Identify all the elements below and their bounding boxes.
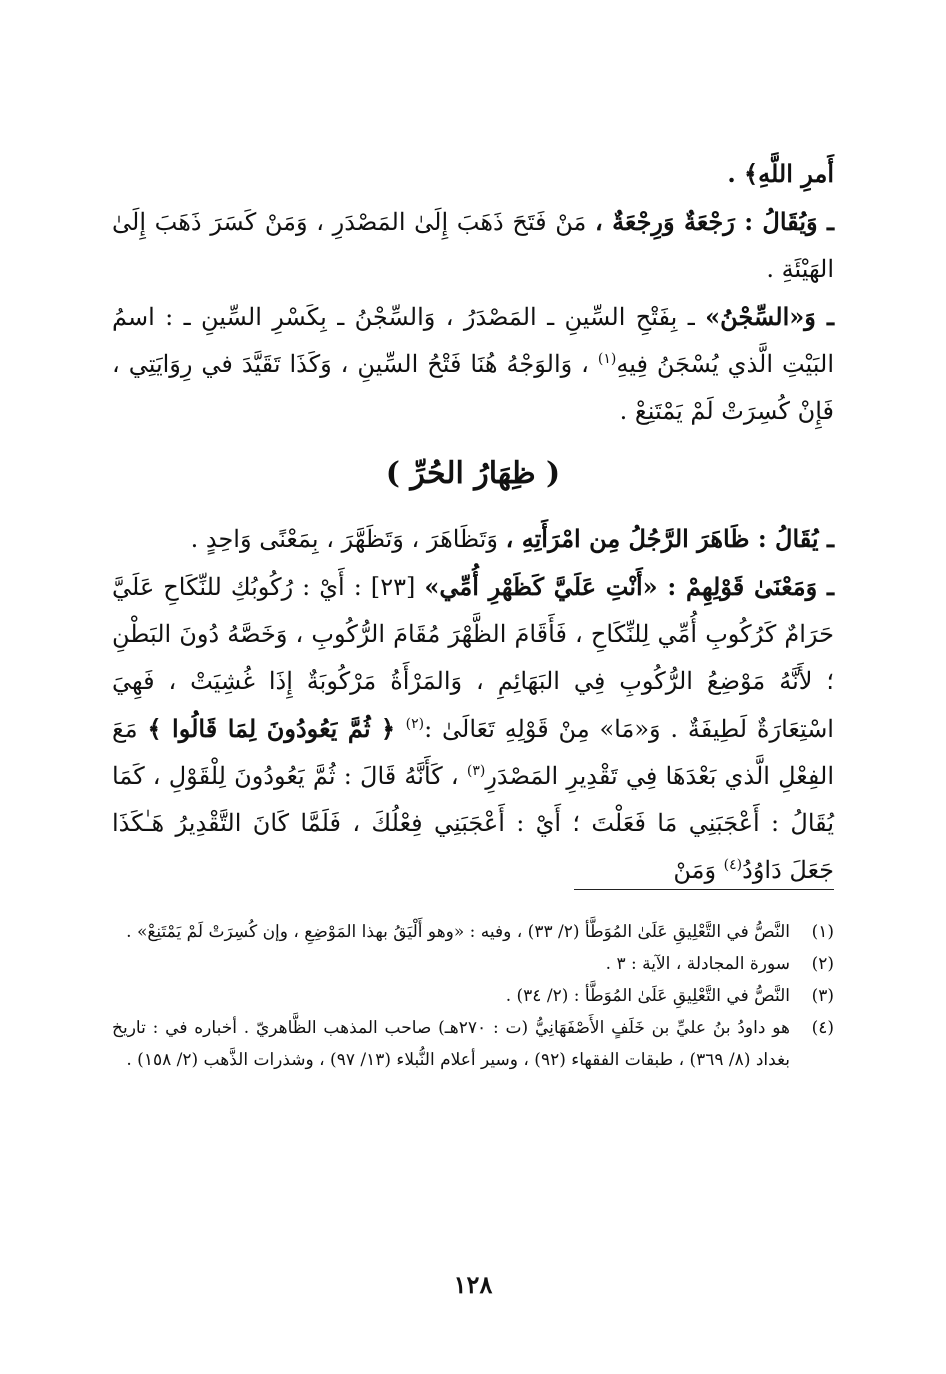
footnote-ref-3[interactable]: (٣) xyxy=(466,763,486,779)
paragraph-body: وَتَظَاهَرَ ، وَتَظَهَّرَ ، بِمَعْنًى وَاحِدٍ . xyxy=(190,525,506,553)
paragraph-lead: ـ وَيُقَالُ : رَجْعَةٌ وَرِجْعَةٌ ، xyxy=(595,207,834,236)
paragraph-lead: ـ وَ«السِّجْنُ» xyxy=(705,302,834,331)
paragraph-lead: ـ يُقَالُ : ظَاهَرَ الرَّجُلُ مِن امْرَأَتِهِ ، xyxy=(505,524,834,553)
paragraph-body: ، وَالوَجْهُ هُنَا فَتْحُ السِّينِ ، وَكَذَا تَقَيَّدَ في رِوَايَتِي ، فَإِنْ كُسِرَتْ لَمْ يَمْتَنِعْ . xyxy=(112,350,834,425)
quoted-phrase: «أَنْتِ عَلَيَّ كَظَهْرِ أُمِّي» xyxy=(424,572,658,601)
footnote-number: (٢) xyxy=(811,954,834,974)
footnote-text: هو داودُ بنُ عليِّ بن خَلَفٍ الأَصْفَهَانِيُّ (ت : ٢٧٠هـ) صاحب المذهب الظَّاهريّ . أخباره في : تاريخ بغداد (٨/ ٣٦٩) ، طبقات الفقهاء (٩٢) ، وسير أعلام النُّبلاء (١٣/ ٩٧) ، وشذرات الذَّهب (٢/ ١٥٨) . xyxy=(112,1018,790,1070)
paragraph-body: ـ بِفَتْحِ السِّينِ ـ المَصْدَرُ ، وَالسِّجْنُ ـ بِكَسْرِ السِّينِ ـ : اسمُ البَيْتِ الَّذي يُسْجَنُ فِيهِ xyxy=(112,303,835,378)
footnote-separator xyxy=(574,889,834,890)
paragraph-body: مَنْ فَتَحَ ذَهَبَ إِلَىٰ المَصْدَرِ ، وَمَنْ كَسَرَ ذَهَبَ إِلَىٰ الهَيْئَةِ . xyxy=(112,208,834,283)
paragraph-continuation xyxy=(112,150,834,198)
footnote-ref-2[interactable]: (٢) xyxy=(405,716,425,732)
quran-end-fragment: أَمرِ اللَّهِ﴾ . xyxy=(727,159,834,188)
section-heading: ( ظِهَارُ الحُرِّ ) xyxy=(385,456,561,491)
footnote-1 xyxy=(112,916,834,948)
footnote-text: سورة المجادلة ، الآية : ٣ . xyxy=(605,954,790,974)
paragraph-body: [٢٣] : أَيْ : رُكُوبُكِ للنِّكَاحِ عَلَيَّ حَرَامٌ كَرُكُوبِ أُمِّي لِلنِّكَاحِ ، فَأَقَامَ الظَّهْرَ مُقَامَ الرُّكُوبِ ، وَخَصَّهُ دُونَ البَطْنِ ؛ لأَنَّهُ مَوْضِعُ الرُّكُوبِ فِي البَهَائِمِ ، وَالمَرْأَةُ مَرْكُوبَةٌ إِذَا غُشِيَتْ ، فَهِيَ اسْتِعَارَةٌ لَطِيفَةٌ . وَ«مَا» مِنْ قَوْلِهِ تَعَالَىٰ : xyxy=(112,573,834,743)
footnote-2 xyxy=(112,948,834,980)
main-text xyxy=(112,150,834,894)
footnote-text: النَّصُّ في التَّعْلِيقِ عَلَىٰ المُوَطَّأ : (٢/ ٣٤) . xyxy=(505,986,790,1006)
paragraph-body: مَعَ الفِعْلِ الَّذي بَعْدَهَا فِي تَقْدِيرِ المَصْدَرِ xyxy=(112,715,834,790)
footnote-3 xyxy=(112,980,834,1012)
paragraph-body: وَمَنْ xyxy=(673,856,724,884)
paragraph-meaning xyxy=(112,563,834,894)
paragraph-body: ، كَأَنَّهُ قَالَ : ثُمَّ يَعُودُونَ لِلْقَوْلِ ، كَمَا يُقَالُ : أَعْجَبَنِي مَا فَعَلْتَ ؛ أَيْ : أَعْجَبَنِي فِعْلُكَ ، فَلَمَّا كَانَ التَّقْدِيرُ هَـٰكَذَا جَعَلَ دَاوُدُ xyxy=(112,762,834,884)
footnote-ref-1[interactable]: (١) xyxy=(597,351,617,367)
paragraph-lead: ـ وَمَعْنَىٰ قَوْلِهِمْ : xyxy=(657,572,834,601)
quran-verse: ﴿ ثُمَّ يَعُودُونَ لِمَا قَالُوا ﴾ xyxy=(147,714,406,743)
footnote-number: (١) xyxy=(811,922,834,942)
footnote-4 xyxy=(112,1012,834,1076)
footnotes xyxy=(112,916,834,1076)
paragraph-rajah xyxy=(112,198,834,293)
footnote-number: (٣) xyxy=(811,986,834,1006)
paragraph-zihar xyxy=(112,515,834,563)
footnote-number: (٤) xyxy=(811,1018,834,1038)
footnote-ref-4[interactable]: (٤) xyxy=(723,857,743,873)
footnote-text: النَّصُّ في التَّعْلِيقِ عَلَىٰ المُوَطَّأ (٢/ ٣٣) ، وفيه : «وهو أَلْيَقُ بهذا المَوْضِعِ ، وإن كُسِرَتْ لَمْ يَمْتَنِعْ» . xyxy=(126,922,790,942)
page-number: ١٢٨ xyxy=(453,1270,493,1299)
paragraph-sijn xyxy=(112,293,834,435)
